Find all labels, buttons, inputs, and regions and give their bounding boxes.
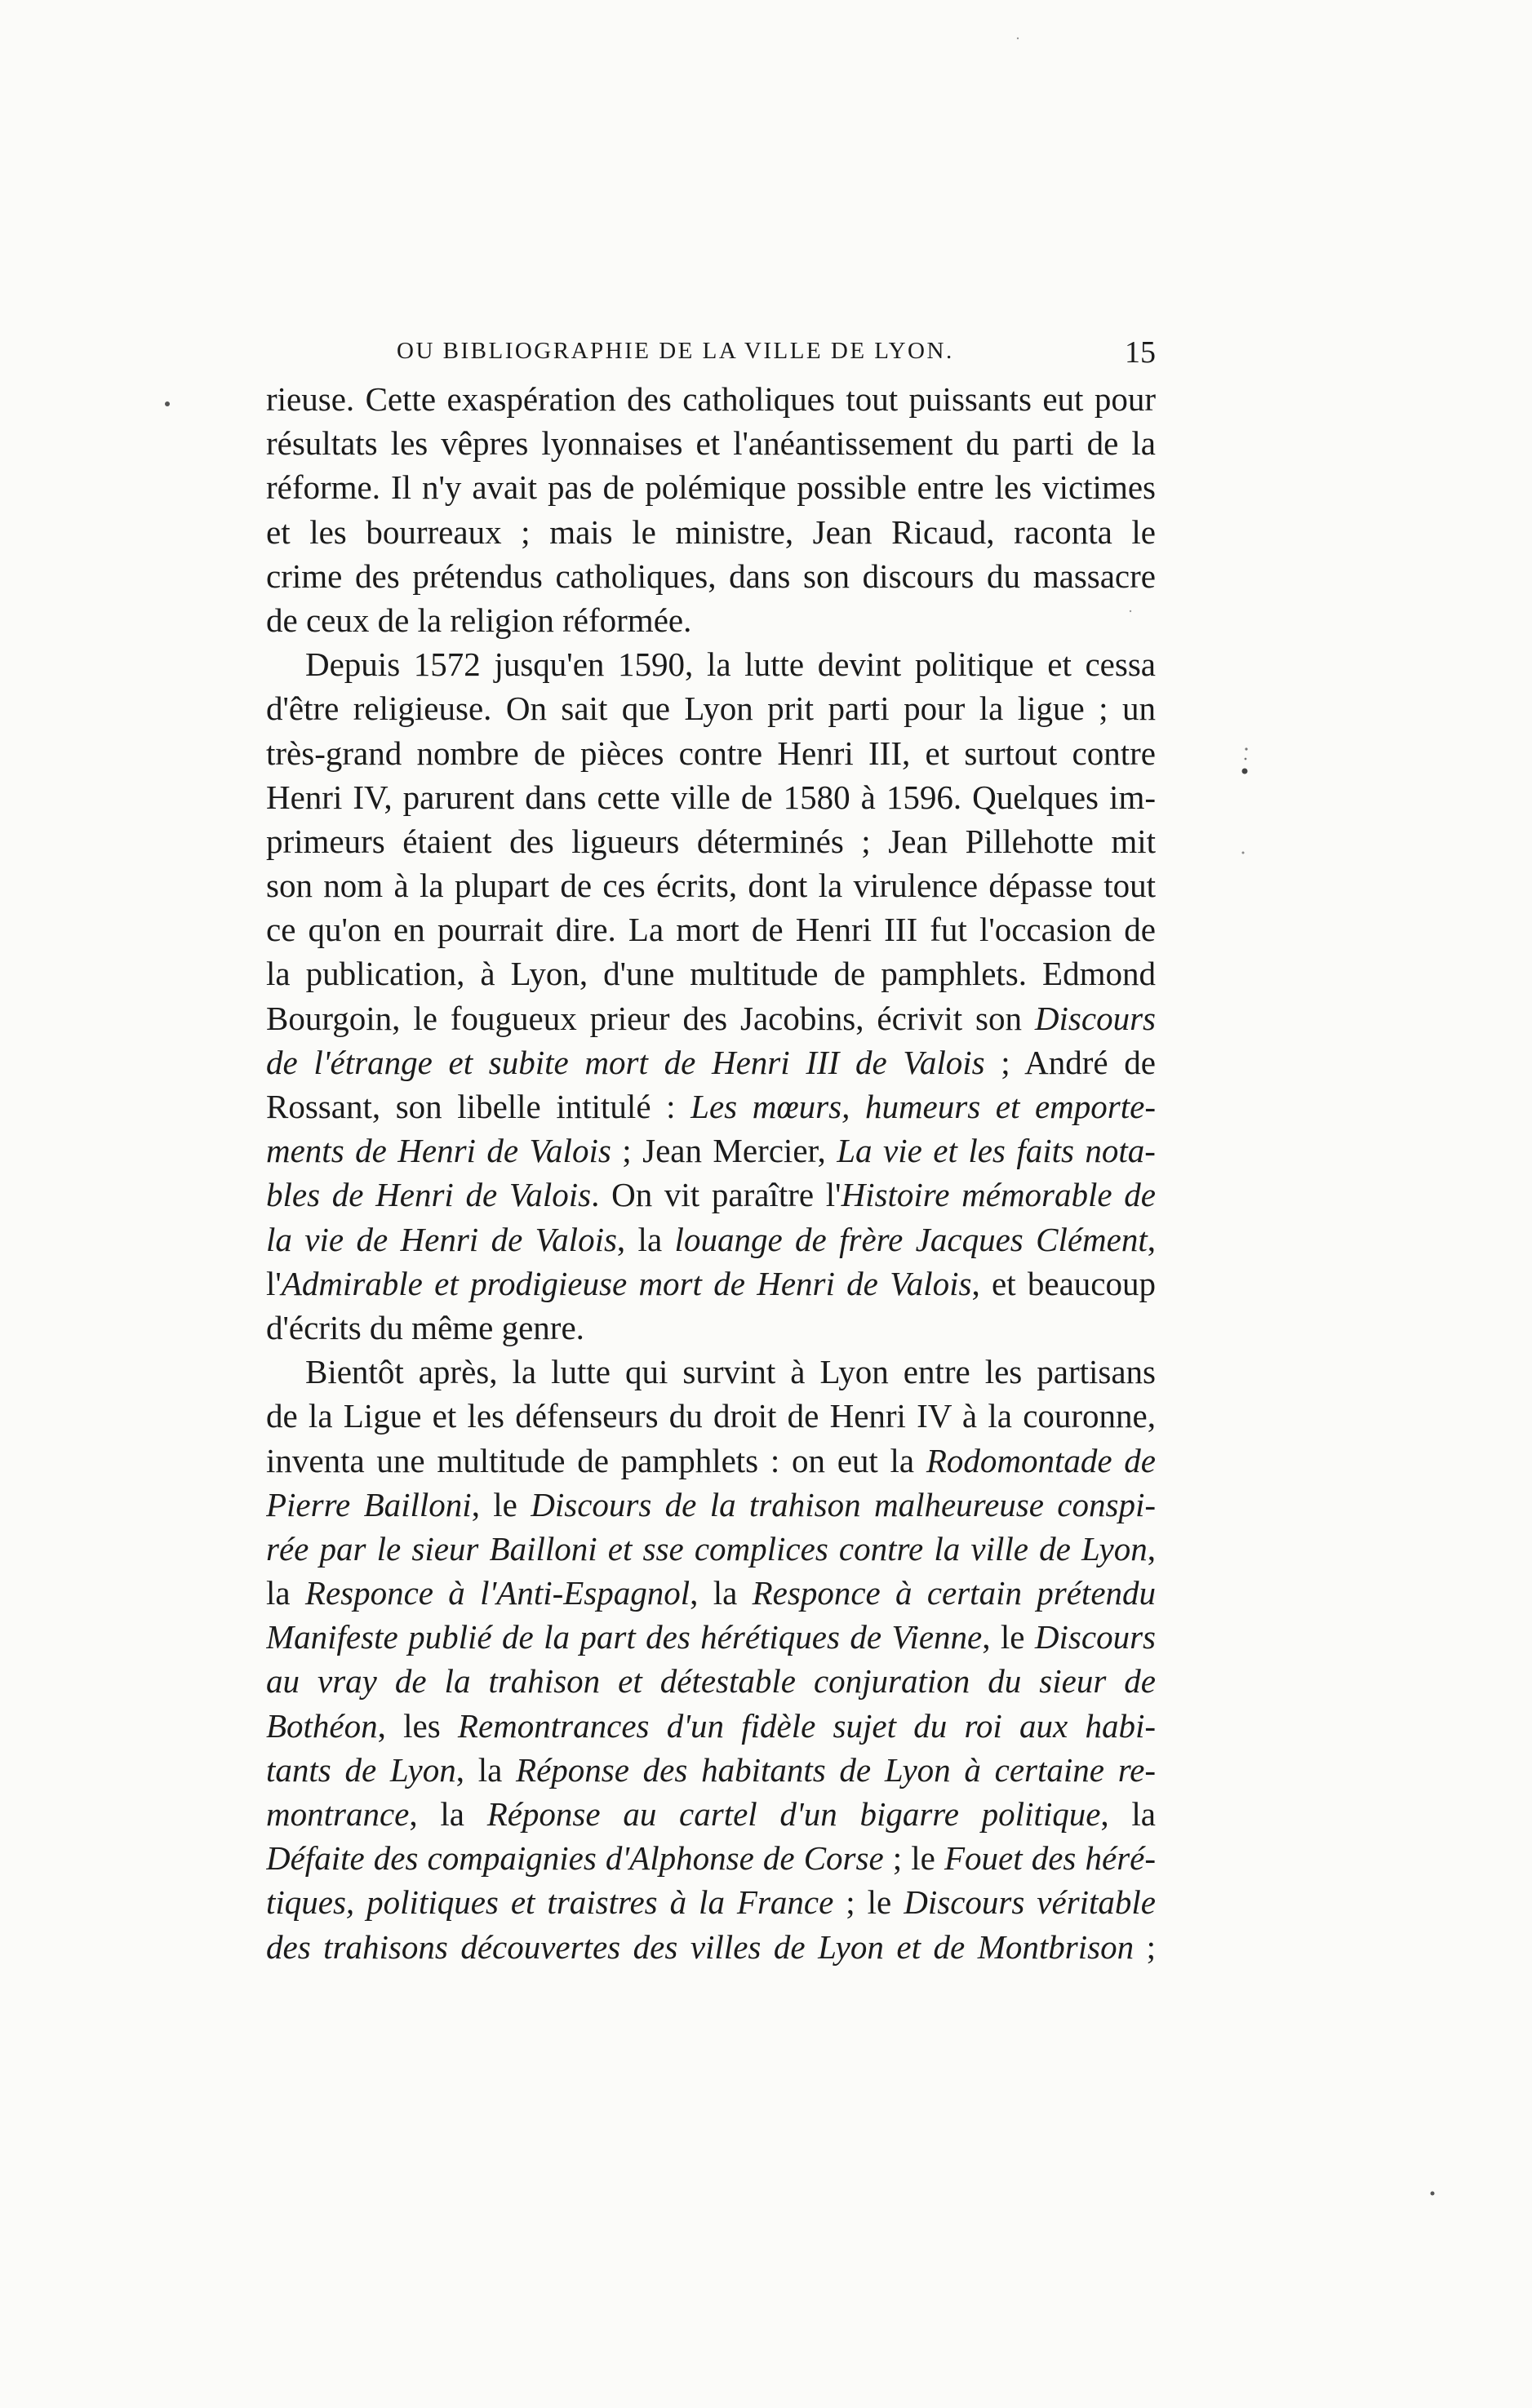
speck xyxy=(1017,38,1019,39)
text-line: primeurs étaient des ligueurs déterminés ; Jean Pillehotte mit xyxy=(266,822,1156,860)
text-line: d'écrits du même genre. xyxy=(266,1308,584,1346)
text-line: la publication, à Lyon, d'une multitude de pamphlets. Edmond xyxy=(266,955,1156,993)
speck xyxy=(1431,2192,1435,2196)
text-line: la Responce à l'Anti-Espagnol, la Responce à certain prétendu xyxy=(266,1574,1156,1612)
text-line: de l'étrange et subite mort de Henri III de Valois ; André de xyxy=(266,1043,1156,1081)
text-line: très-grand nombre de pièces contre Henri III, et surtout contre xyxy=(266,734,1156,772)
text-line: de ceux de la religion réformée. xyxy=(266,601,692,639)
text-line: montrance, la Réponse au cartel d'un bigarre politique, la xyxy=(266,1795,1156,1833)
text-line: la vie de Henri de Valois, la louange de frère Jacques Clément, xyxy=(266,1220,1156,1258)
text-line: rée par le sieur Bailloni et sse complices contre la ville de Lyon, xyxy=(266,1529,1156,1568)
text-line: Rossant, son libelle intitulé : Les mœurs, humeurs et emporte- xyxy=(266,1088,1156,1125)
speck xyxy=(1242,852,1245,854)
text-line: son nom à la plupart de ces écrits, dont la virulence dépasse tout xyxy=(266,867,1156,905)
text-line: d'être religieuse. On sait que Lyon prit parti pour la ligue ; un xyxy=(266,690,1156,728)
text-line: résultats les vêpres lyonnaises et l'anéantissement du parti de la xyxy=(266,424,1156,463)
text-line: Bothéon, les Remontrances d'un fidèle sujet du roi aux habi- xyxy=(266,1706,1156,1745)
text-line: Pierre Bailloni, le Discours de la trahison malheureuse conspi- xyxy=(266,1485,1156,1523)
text-line: Bourgoin, le fougueux prieur des Jacobins, écrivit son Discours xyxy=(266,999,1156,1037)
body-text xyxy=(266,377,1156,1969)
speck xyxy=(1245,747,1247,750)
speck xyxy=(1245,758,1247,761)
text-line: Défaite des compaignies d'Alphonse de Corse ; le Fouet des héré- xyxy=(266,1839,1156,1878)
running-title: OU BIBLIOGRAPHIE DE LA VILLE DE LYON. xyxy=(397,338,954,364)
text-line: et les bourreaux ; mais le ministre, Jean Ricaud, raconta le xyxy=(266,512,1156,551)
text-line: ce qu'on en pourrait dire. La mort de Henri III fut l'occasion de xyxy=(266,911,1156,949)
text-line: réforme. Il n'y avait pas de polémique possible entre les victimes xyxy=(266,468,1156,507)
text-line: inventa une multitude de pamphlets : on eut la Rodomontade de xyxy=(266,1441,1156,1479)
text-line: Manifeste publié de la part des hérétiques de Vienne, le Discours xyxy=(266,1618,1156,1656)
text-line: bles de Henri de Valois. On vit paraître l'Histoire mémorable de xyxy=(266,1176,1156,1214)
text-line: Bientôt après, la lutte qui survint à Lyon entre les partisans xyxy=(305,1353,1156,1391)
speck xyxy=(1242,769,1248,774)
text-line: l'Admirable et prodigieuse mort de Henri de Valois, et beaucoup xyxy=(266,1264,1156,1302)
text-line: tants de Lyon, la Réponse des habitants de Lyon à certaine re- xyxy=(266,1750,1156,1789)
text-line: des trahisons découvertes des villes de Lyon et de Montbrison ; xyxy=(266,1927,1156,1966)
text-line: au vray de la trahison et détestable conjuration du sieur de xyxy=(266,1662,1156,1701)
speck xyxy=(165,401,170,406)
text-line: de la Ligue et les défenseurs du droit de Henri IV à la couronne, xyxy=(266,1397,1156,1435)
text-line: tiques, politiques et traistres à la France ; le Discours véritable xyxy=(266,1883,1156,1922)
text-line: crime des prétendus catholiques, dans son discours du massacre xyxy=(266,557,1156,595)
text-line: ments de Henri de Valois ; Jean Mercier, La vie et les faits nota- xyxy=(266,1132,1156,1170)
text-line: Depuis 1572 jusqu'en 1590, la lutte devint politique et cessa xyxy=(305,645,1156,684)
text-line: rieuse. Cette exaspération des catholiques tout puissants eut pour xyxy=(266,380,1156,418)
running-header xyxy=(266,335,1156,375)
text-line: Henri IV, parurent dans cette ville de 1580 à 1596. Quelques im- xyxy=(266,778,1156,816)
page-number: 15 xyxy=(1125,335,1156,370)
